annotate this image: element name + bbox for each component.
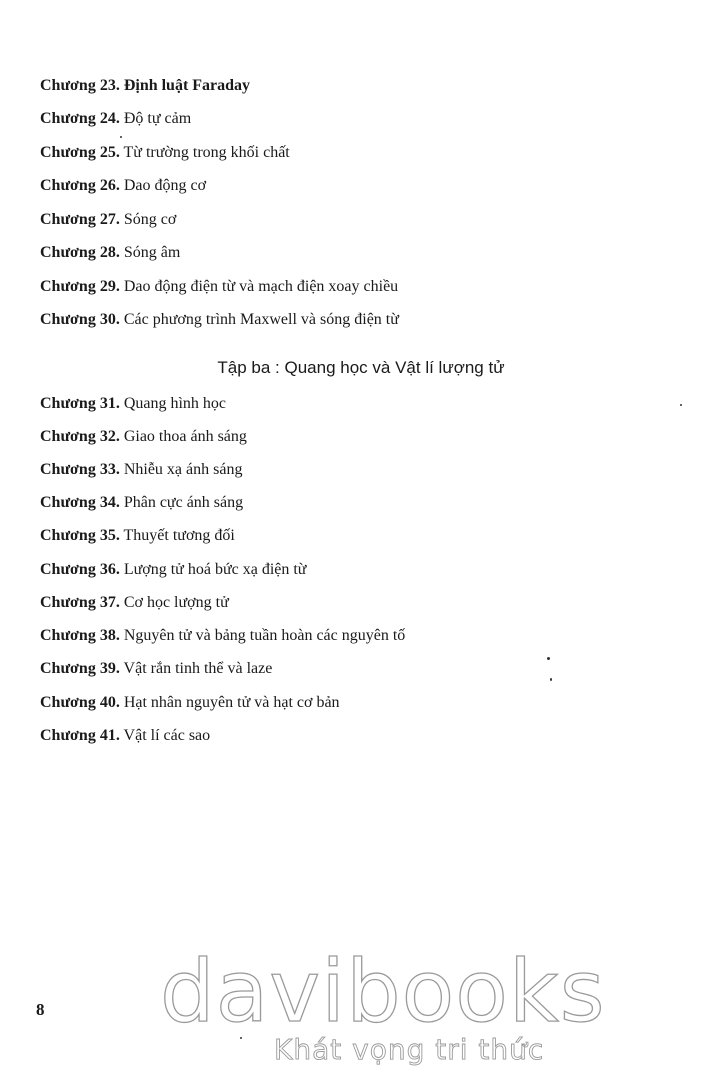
toc-entry-chapter-38	[40, 626, 405, 646]
chapter-label: Chương 38.	[40, 627, 120, 644]
chapter-label: Chương 30.	[40, 311, 120, 328]
chapter-title: Vật lí các sao	[123, 727, 211, 744]
chapter-label: Chương 26.	[40, 177, 120, 194]
scan-speck	[680, 404, 682, 406]
chapter-title: Định luật Faraday	[123, 77, 251, 94]
watermark-tagline: Khát vọng tri thức	[274, 1033, 545, 1066]
chapter-label: Chương 36.	[40, 561, 120, 578]
toc-entry-chapter-25	[40, 143, 290, 163]
toc-entry-chapter-34	[40, 493, 243, 513]
chapter-label: Chương 41.	[40, 727, 120, 744]
chapter-title: Phân cực ánh sáng	[123, 494, 244, 511]
chapter-label: Chương 35.	[40, 527, 120, 544]
chapter-label: Chương 37.	[40, 594, 120, 611]
chapter-title: Nhiễu xạ ánh sáng	[123, 461, 243, 478]
chapter-label: Chương 33.	[40, 461, 120, 478]
toc-entry-chapter-31	[40, 394, 226, 414]
toc-entry-chapter-27	[40, 210, 176, 230]
chapter-label: Chương 28.	[40, 244, 120, 261]
page-number: 8	[36, 1000, 45, 1019]
chapter-title: Lượng tử hoá bức xạ điện từ	[123, 561, 307, 578]
toc-entry-chapter-24	[40, 109, 191, 129]
toc-entry-chapter-32	[40, 427, 247, 447]
scan-speck	[547, 657, 550, 660]
chapter-label: Chương 32.	[40, 428, 120, 445]
scan-speck	[120, 136, 122, 138]
chapter-label: Chương 23.	[40, 77, 120, 94]
chapter-label: Chương 31.	[40, 395, 120, 412]
watermark-brand: davibooks	[160, 942, 606, 1042]
chapter-label: Chương 40.	[40, 694, 120, 711]
scan-speck	[550, 678, 552, 681]
chapter-title: Sóng cơ	[123, 211, 177, 228]
section-heading-volume-3: Tập ba : Quang học và Vật lí lượng tử	[217, 358, 505, 377]
chapter-title: Quang hình học	[123, 395, 227, 412]
toc-entry-chapter-23	[40, 76, 250, 96]
chapter-title: Thuyết tương đối	[123, 527, 235, 544]
toc-entry-chapter-26	[40, 176, 206, 196]
toc-entry-chapter-37	[40, 593, 229, 613]
chapter-title: Nguyên tử và bảng tuần hoàn các nguyên tố	[123, 627, 406, 644]
toc-entry-chapter-40	[40, 693, 340, 713]
chapter-label: Chương 34.	[40, 494, 120, 511]
chapter-label: Chương 27.	[40, 211, 120, 228]
chapter-title: Các phương trình Maxwell và sóng điện từ	[123, 311, 399, 328]
toc-entry-chapter-36	[40, 560, 306, 580]
chapter-title: Vật rắn tinh thể và laze	[123, 660, 273, 677]
chapter-title: Dao động điện từ và mạch điện xoay chiều	[123, 278, 399, 295]
chapter-title: Sóng âm	[123, 244, 181, 261]
toc-entry-chapter-39	[40, 659, 272, 679]
chapter-title: Độ tự cảm	[123, 110, 192, 127]
chapter-title: Dao động cơ	[123, 177, 207, 194]
toc-entry-chapter-41	[40, 726, 210, 746]
toc-entry-chapter-29	[40, 277, 398, 297]
toc-entry-chapter-33	[40, 460, 242, 480]
chapter-label: Chương 25.	[40, 144, 120, 161]
toc-entry-chapter-28	[40, 243, 180, 263]
chapter-label: Chương 29.	[40, 278, 120, 295]
chapter-label: Chương 24.	[40, 110, 120, 127]
toc-entry-chapter-30	[40, 310, 399, 330]
toc-entry-chapter-35	[40, 526, 235, 546]
chapter-title: Giao thoa ánh sáng	[123, 428, 247, 445]
chapter-title: Từ trường trong khối chất	[123, 144, 290, 161]
chapter-title: Hạt nhân nguyên tử và hạt cơ bản	[123, 694, 340, 711]
chapter-title: Cơ học lượng tử	[123, 594, 229, 611]
chapter-label: Chương 39.	[40, 660, 120, 677]
